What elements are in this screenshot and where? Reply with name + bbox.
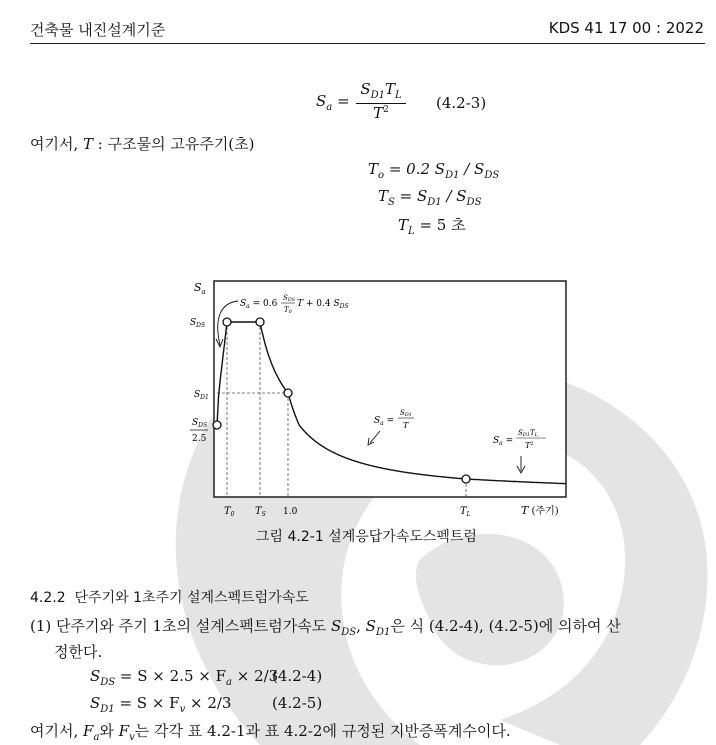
x-tick-ts: $T_S$ <box>255 506 266 518</box>
response-spectrum-chart <box>180 275 580 525</box>
def-ts: $T_S = S_{D1} / S_{DS}$ <box>378 187 482 208</box>
eq-4-2-4-number: (4.2-4) <box>272 667 323 685</box>
annotation-descending-den: T <box>403 421 409 430</box>
y-axis-label: $S_a$ <box>194 281 206 296</box>
eq-4-2-3-lhs: $S_a$ = <box>316 92 350 113</box>
header-title: 건축물 내진설계기준 <box>30 21 166 39</box>
spectrum-point <box>213 421 221 429</box>
paragraph-1-line-2: 정한다. <box>54 643 103 661</box>
spectrum-point <box>256 318 264 326</box>
annotation-long-period-num: SD1TL <box>518 429 538 438</box>
where-line-2: 여기서, $F_a$와 $F_v$는 각각 표 4.2-1과 표 4.2-2에 규정된 지반증폭계수이다. <box>30 722 511 743</box>
annotation-descending-num: SD1 <box>400 409 412 418</box>
x-axis-label: T (주기) <box>521 504 559 517</box>
watermark-swirl-inner <box>416 534 564 666</box>
y-tick-sd1: $S_{D1}$ <box>194 390 209 401</box>
annotation-descending: $S_a$ = <box>374 416 395 427</box>
header-code: KDS 41 17 00 : 2022 <box>548 19 704 37</box>
annotation-rising-den: T0 <box>284 306 292 315</box>
annotation-long-period: $S_a$ = <box>493 436 514 447</box>
eq-4-2-4: $S_{DS} = S \times 2.5 \times F_a \times 2/3$ <box>90 667 279 688</box>
eq-4-2-3-denominator: $T^2$ <box>373 104 389 122</box>
spectrum-point <box>223 318 231 326</box>
x-tick-t0: $T_0$ <box>224 506 235 518</box>
annotation-long-period-den: $T^2$ <box>525 441 534 450</box>
figure-caption: 그림 4.2-1 설계응답가속도스펙트럼 <box>256 529 477 545</box>
annotation-rising-tail: T + 0.4 $S_{DS}$ <box>297 299 349 310</box>
spectrum-point <box>284 389 292 397</box>
annotation-rising-num: SDS <box>283 294 296 303</box>
section-heading: 4.2.2 단주기와 1초주기 설계스펙트럼가속도 <box>30 590 309 606</box>
def-tl: $T_L = 5$ 초 <box>398 216 466 237</box>
eq-4-2-3-numerator: $S_{D1}T_L$ <box>360 80 402 101</box>
y-tick-sds-den: 2.5 <box>192 434 207 444</box>
paragraph-1-line-1: (1) 단주기와 주기 1초의 설계스펙트럼가속도 $S_{DS}$, $S_{D1}$은 식 (4.2-4), (4.2-5)에 의하여 산 <box>30 617 621 638</box>
header-rule <box>30 43 705 44</box>
x-tick-tl: $T_L$ <box>460 506 471 518</box>
chart-frame <box>214 281 566 497</box>
eq-4-2-5: $S_{D1} = S \times F_v \times 2/3$ <box>90 694 232 715</box>
eq-4-2-3-number: (4.2-3) <box>436 94 487 112</box>
y-tick-sds: $S_{DS}$ <box>190 318 206 329</box>
y-tick-sds-num: $S_{DS}$ <box>192 418 208 429</box>
eq-4-2-5-number: (4.2-5) <box>272 694 323 712</box>
def-t0: $T_o = 0.2$ $S_{D1} / S_{DS}$ <box>368 160 500 181</box>
spectrum-point <box>462 475 470 483</box>
annotation-rising: $S_a = 0.6$ <box>240 299 278 310</box>
x-tick-one: 1.0 <box>283 507 298 517</box>
where-line-1: 여기서, T : 구조물의 고유주기(초) <box>30 135 255 153</box>
